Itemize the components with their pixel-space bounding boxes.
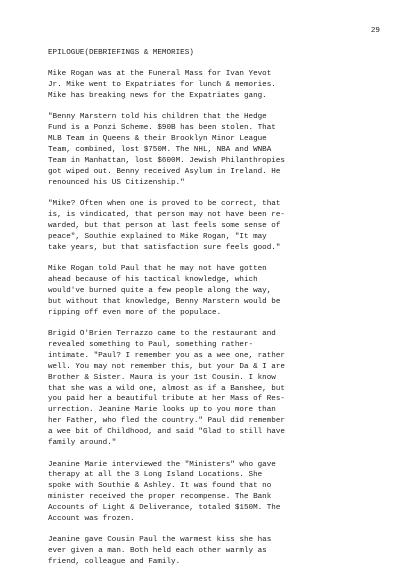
paragraph-funeral-mass: Mike Rogan was at the Funeral Mass for Ivan Yevot Jr. Mike went to Expatriates for lunch & memories. Mike has breaking news for the Expatriates gang. [48,69,276,100]
paragraph-ponzi-scheme: "Benny Marstern told his children that the Hedge Fund is a Ponzi Scheme. $90B has been stolen. That MLB Team in Queens & their Brooklyn Minor League Team, combined, lost $750M. The NHL, NBA and WNBA Team in Manhattan, lost $600M. Jewish Philanthropies got wiped out. Benny received Asylum in Ireland. He renounced his US Citizenship." [48,113,285,187]
paragraph-brigid-reveal: Brigid O'Brien Terrazzo came to the restaurant and revealed something to Paul, something rather- intimate. "Paul? I remember you as a wee one, rather well. You may not remember this, but your Da & I are Brother & Sister. Maura is your 1st Cousin. I know that she was a wild one, almost as if a Banshee, but you paid her a beautiful tribute at her Mass of Res- urrection. Jeanine Marie looks up to you more than her Father, who fled the country." Paul did remember a wee bit of Childhood, and said "Glad to still have family around." [48,330,285,448]
page-content [48,48,378,579]
paragraph-vindication: "Mike? Often when one is proved to be correct, that is, is vindicated, that person may not have been re- warded, but that person at last feels some sense of peace", Southie explained to Mike Rogan, "It may take years, but that satisfaction sure feels good." [48,199,285,252]
paragraph-tactical-knowledge: Mike Rogan told Paul that he may not have gotten ahead because of his tactical knowledge, which would've burned quite a few people along the way, but without that knowledge, Benny Marstern would be ripping off even more of the populace. [48,265,281,317]
paragraph-warmest-kiss: Jeanine gave Cousin Paul the warmest kiss she has ever given a man. Both held each other warmly as friend, colleague and Family. [48,536,272,567]
section-heading: EPILOGUE(DEBRIEFINGS & MEMORIES) [48,49,194,57]
paragraph-ministers-interview: Jeanine Marie interviewed the "Ministers" who gave therapy at all the 3 Long Island Locations. She spoke with Southie & Ashley. It was found that no minister received the proper recompense. The Bank Accounts of Light & Deliverance, totaled $150M. The Account was frozen. [48,460,281,524]
page-number: 29 [370,27,380,35]
